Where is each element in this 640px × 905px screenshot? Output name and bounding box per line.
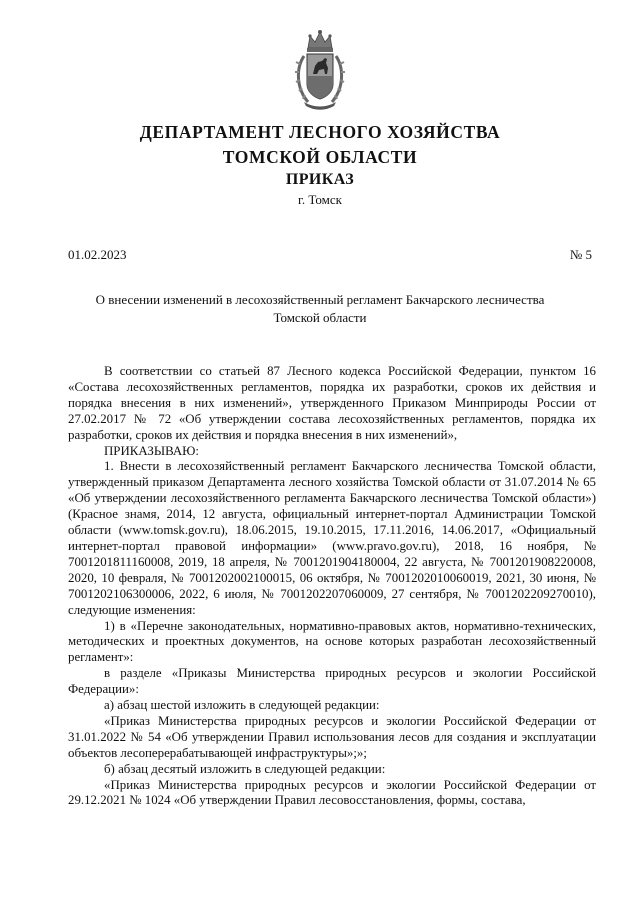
tomsk-coat-of-arms-icon — [294, 26, 346, 112]
department-title-line1: ДЕПАРТАМЕНТ ЛЕСНОГО ХОЗЯЙСТВА — [139, 122, 501, 142]
preamble-paragraph: В соответствии со статьей 87 Лесного кодекса Российской Федерации, пунктом 16 «Состава лесохозяйственных регламентов, порядка их разработки, сроков их действия и порядка внесения в них изменений», утвержденного Приказом Минприроды России от 27.02.2017 № 72 «Об утверждении состава лесохозяйственных регламентов, порядка их разработки, сроков их действия и порядка внесения в них изменений», — [68, 364, 596, 442]
department-title-line2: ТОМСКОЙ ОБЛАСТИ — [222, 147, 418, 167]
clause-1: 1. Внести в лесохозяйственный регламент Бакчарского лесничества Томской области, утвержденный приказом Департамента лесного хозяйства Томской области от 31.07.2014 № 65 «Об утверждении лесохозяйственного регламента Бакчарского лесничества Томской области») (Красное знамя, 2014, 12 августа, официальный интернет-портал Администрации Томской области (www.tomsk.gov.ru), 18.06.2015, 19.10.2015, 17.11.2016, 14.06.2017, «Официальный интернет-портал правовой информации» (www.pravo.gov.ru), 2018, 16 ноября, № 7001201811160008, 2019, 18 апреля, № 7001201904180004, 22 августа, № 7001201908220008, 2020, 10 февраля, № 7001202002100015, 06 октября, № 7001202010060019, 2021, 30 июня, № 7001202106300006, 2022, 6 июля, № 7001202207060009, 27 сентября, № 7001202209270010), следующие изменения: — [68, 459, 596, 617]
order-body — [68, 364, 596, 809]
order-date: 01.02.2023 — [68, 247, 127, 262]
subject-line1: О внесении изменений в лесохозяйственный регламент Бакчарского лесничества — [95, 292, 545, 307]
city: г. Томск — [298, 192, 342, 207]
subclause-1: 1) в «Перечне законодательных, нормативно-правовых актов, нормативно-технических, методических и проектных документов, на основе которых разработан лесохозяйственный регламент»: — [68, 618, 596, 665]
item-a: а) абзац шестой изложить в следующей редакции: — [104, 698, 380, 713]
order-number: № 5 — [569, 247, 592, 262]
document-type: ПРИКАЗ — [285, 171, 355, 188]
item-a-text: «Приказ Министерства природных ресурсов и экологии Российской Федерации от 31.01.2022 № 54 «Об утверждении Правил использования лесов для создания и эксплуатации объектов лесоперерабатывающей инфраструктуры»;»; — [68, 713, 596, 760]
section-reference: в разделе «Приказы Министерства природных ресурсов и экологии Российской Федерации»: — [68, 666, 596, 697]
order-subject — [60, 291, 580, 327]
item-b: б) абзац десятый изложить в следующей редакции: — [104, 761, 386, 776]
subject-line2: Томской области — [273, 310, 367, 325]
order-directive: ПРИКАЗЫВАЮ: — [104, 443, 199, 458]
item-b-text: «Приказ Министерства природных ресурсов и экологии Российской Федерации от 29.12.2021 № 1024 «Об утверждении Правил лесовосстановления, формы, состава, — [68, 777, 596, 808]
